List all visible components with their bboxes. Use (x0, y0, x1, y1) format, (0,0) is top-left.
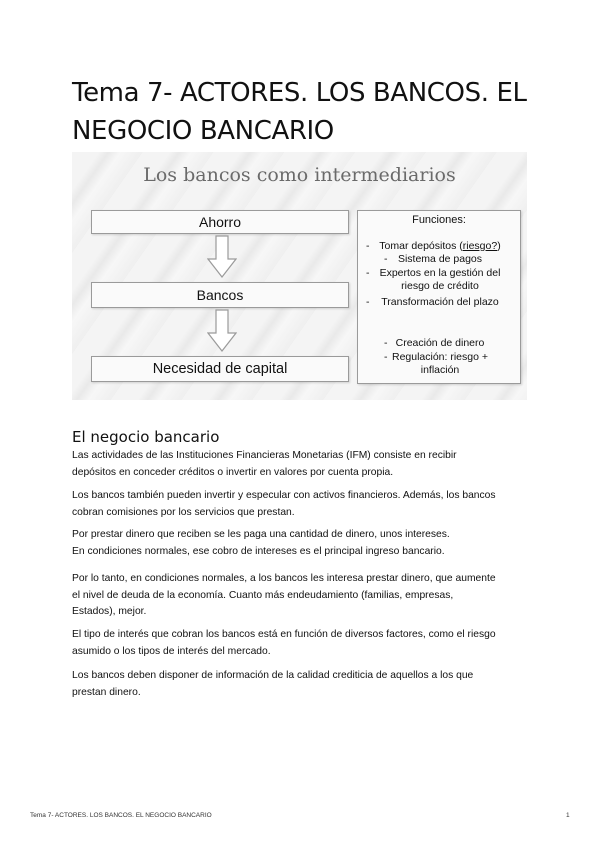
paragraph: Por prestar dinero que reciben se les paga una cantidad de dinero, unos intereses. En condiciones normales, ese cobro de intereses es el principal ingreso bancario. (72, 529, 450, 557)
document-title (72, 74, 542, 150)
banks-intermediaries-diagram (72, 152, 527, 400)
diagram-title: Los bancos como intermediarios (143, 164, 456, 186)
function-item: - Regulación: riesgo + inflación (384, 351, 489, 376)
flow-box-necesidad-capital: Necesidad de capital (91, 356, 349, 382)
down-arrow-icon (207, 235, 237, 279)
function-item: - Expertos en la gestión del riesgo de crédito (366, 267, 501, 292)
page-number: 1 (566, 812, 570, 819)
paragraph: Los bancos también pueden invertir y especular con activos financieros. Además, los bancos cobran comisiones por los servicios que prestan. (72, 490, 496, 518)
title-line-2: NEGOCIO BANCARIO (72, 116, 334, 146)
paragraph: Las actividades de las Instituciones Financieras Monetarias (IFM) consiste en recibir depósitos en conceder créditos o invertir en valores por cuenta propia. (72, 450, 457, 478)
paragraph: Por lo tanto, en condiciones normales, a los bancos les interesa prestar dinero, que aumente el nivel de deuda de la economía. Cuanto más endeudamiento (familias, empresas, Estados), mejor. (72, 573, 496, 617)
function-item: - Transformación del plazo (366, 296, 499, 308)
page-footer: Tema 7- ACTORES. LOS BANCOS. EL NEGOCIO BANCARIO (30, 812, 212, 819)
function-item: - Tomar depósitos (riesgo?) (366, 240, 501, 252)
flow-box-bancos: Bancos (91, 282, 349, 308)
function-item: - Creación de dinero (384, 337, 485, 349)
paragraph: Los bancos deben disponer de información de la calidad crediticia de aquellos a los que prestan dinero. (72, 670, 474, 698)
section-heading: El negocio bancario (72, 428, 220, 446)
functions-header: Funciones: (412, 214, 466, 226)
title-line-1: Tema 7- ACTORES. LOS BANCOS. EL (72, 78, 527, 108)
flow-box-ahorro: Ahorro (91, 210, 349, 234)
riesgo-link: riesgo? (462, 240, 498, 252)
function-item: - Sistema de pagos (384, 253, 483, 265)
paragraph: El tipo de interés que cobran los bancos está en función de diversos factores, como el riesgo asumido o los tipos de interés del mercado. (72, 629, 496, 657)
functions-box (357, 210, 521, 384)
down-arrow-icon (207, 309, 237, 353)
